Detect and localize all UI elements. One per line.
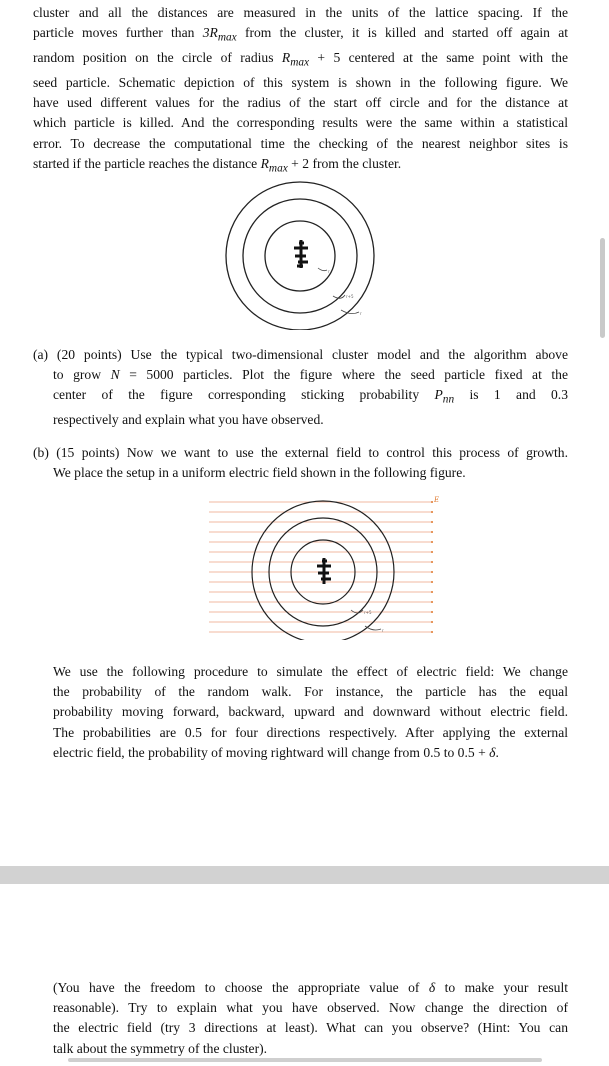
intro-line-6: which particle is killed. And the corresponding results were the same within a statistical bbox=[33, 115, 568, 131]
field-arrowheads bbox=[431, 501, 433, 633]
figure-electric-field bbox=[205, 490, 445, 640]
continuation-line-3: the electric field (try 3 directions at least). What can you observe? (Hint: You can bbox=[53, 1020, 568, 1036]
intro-line-2: particle moves further than $3R_{max}$ from the cluster, it is killed and started off again at bbox=[33, 25, 569, 44]
continuation-line-2: reasonable). Try to explain what you have observed. Now change the direction of bbox=[53, 1000, 568, 1016]
part-a-line-4: respectively and explain what you have observed. bbox=[53, 412, 324, 428]
vertical-scrollbar[interactable] bbox=[600, 238, 605, 338]
procedure-line-4: The probabilities are 0.5 for four directions respectively. After applying the external bbox=[53, 724, 568, 740]
label-mid: r+5 bbox=[346, 294, 354, 299]
page-2 bbox=[0, 884, 609, 1066]
part-b-line-1: (b) (15 points) Now we want to use the external field to control this process of growth. bbox=[33, 445, 568, 460]
intro-line-8: started if the particle reaches the distance $R_{max} + 2$ from the cluster. bbox=[33, 155, 402, 175]
continuation-line-1: (You have the freedom to choose the appropriate value of δ to make your result bbox=[53, 980, 568, 995]
intro-line-3: random position on the circle of radius $R_{max} + 5$ centered at the same point with the bbox=[33, 50, 568, 69]
label-mid: r+5 bbox=[364, 610, 372, 615]
label-outer: r bbox=[382, 628, 384, 633]
procedure-paragraph bbox=[53, 662, 568, 763]
figure-concentric-circles bbox=[215, 170, 385, 330]
radius-pointer-outer bbox=[365, 626, 381, 630]
procedure-line-5: electric field, the probability of moving rightward will change from 0.5 to 0.5 + δ. bbox=[53, 744, 499, 760]
part-b-line-2: We place the setup in a uniform electric field shown in the following figure. bbox=[53, 465, 466, 481]
continuation-paragraph bbox=[53, 978, 568, 1059]
part-a-line-3: center of the figure corresponding sticking probability $P_{nn}$ is 1 and 0.3 bbox=[53, 387, 568, 407]
part-a-line-2: to grow N = 5000 particles. Plot the figure where the seed particle fixed at the bbox=[53, 367, 568, 383]
page-separator bbox=[0, 866, 609, 884]
continuation-line-4: talk about the symmetry of the cluster). bbox=[53, 1040, 268, 1056]
intro-paragraph bbox=[33, 3, 568, 179]
procedure-line-2: the probability of the random walk. For instance, the particle has the equal bbox=[53, 684, 568, 700]
part-a-line-1: (a) (20 points) Use the typical two-dimensional cluster model and the algorithm above bbox=[33, 347, 568, 362]
label-inner: r bbox=[328, 269, 330, 274]
intro-line-1: cluster and all the distances are measured in the units of the lattice spacing. If the bbox=[33, 5, 568, 20]
procedure-line-1: We use the following procedure to simulate the effect of electric field: We change bbox=[53, 664, 568, 679]
label-outer: r bbox=[360, 311, 362, 316]
part-b-paragraph bbox=[33, 443, 568, 483]
intro-line-7: error. To decrease the computational time the checking of the nearest neighbor sites is bbox=[33, 135, 568, 151]
intro-line-4: seed particle. Schematic depiction of this system is shown in the following figure. We bbox=[33, 75, 568, 91]
part-a-paragraph bbox=[33, 345, 568, 431]
procedure-line-3: probability moving forward, backward, upward and downward without electric field. bbox=[53, 704, 568, 720]
horizontal-scrollbar[interactable] bbox=[68, 1058, 542, 1062]
field-label: E bbox=[434, 496, 440, 504]
intro-line-5: have used different values for the radius of the start off circle and for the distance at bbox=[33, 95, 568, 111]
seed-cluster bbox=[294, 240, 308, 268]
radius-pointer-inner bbox=[318, 268, 327, 271]
